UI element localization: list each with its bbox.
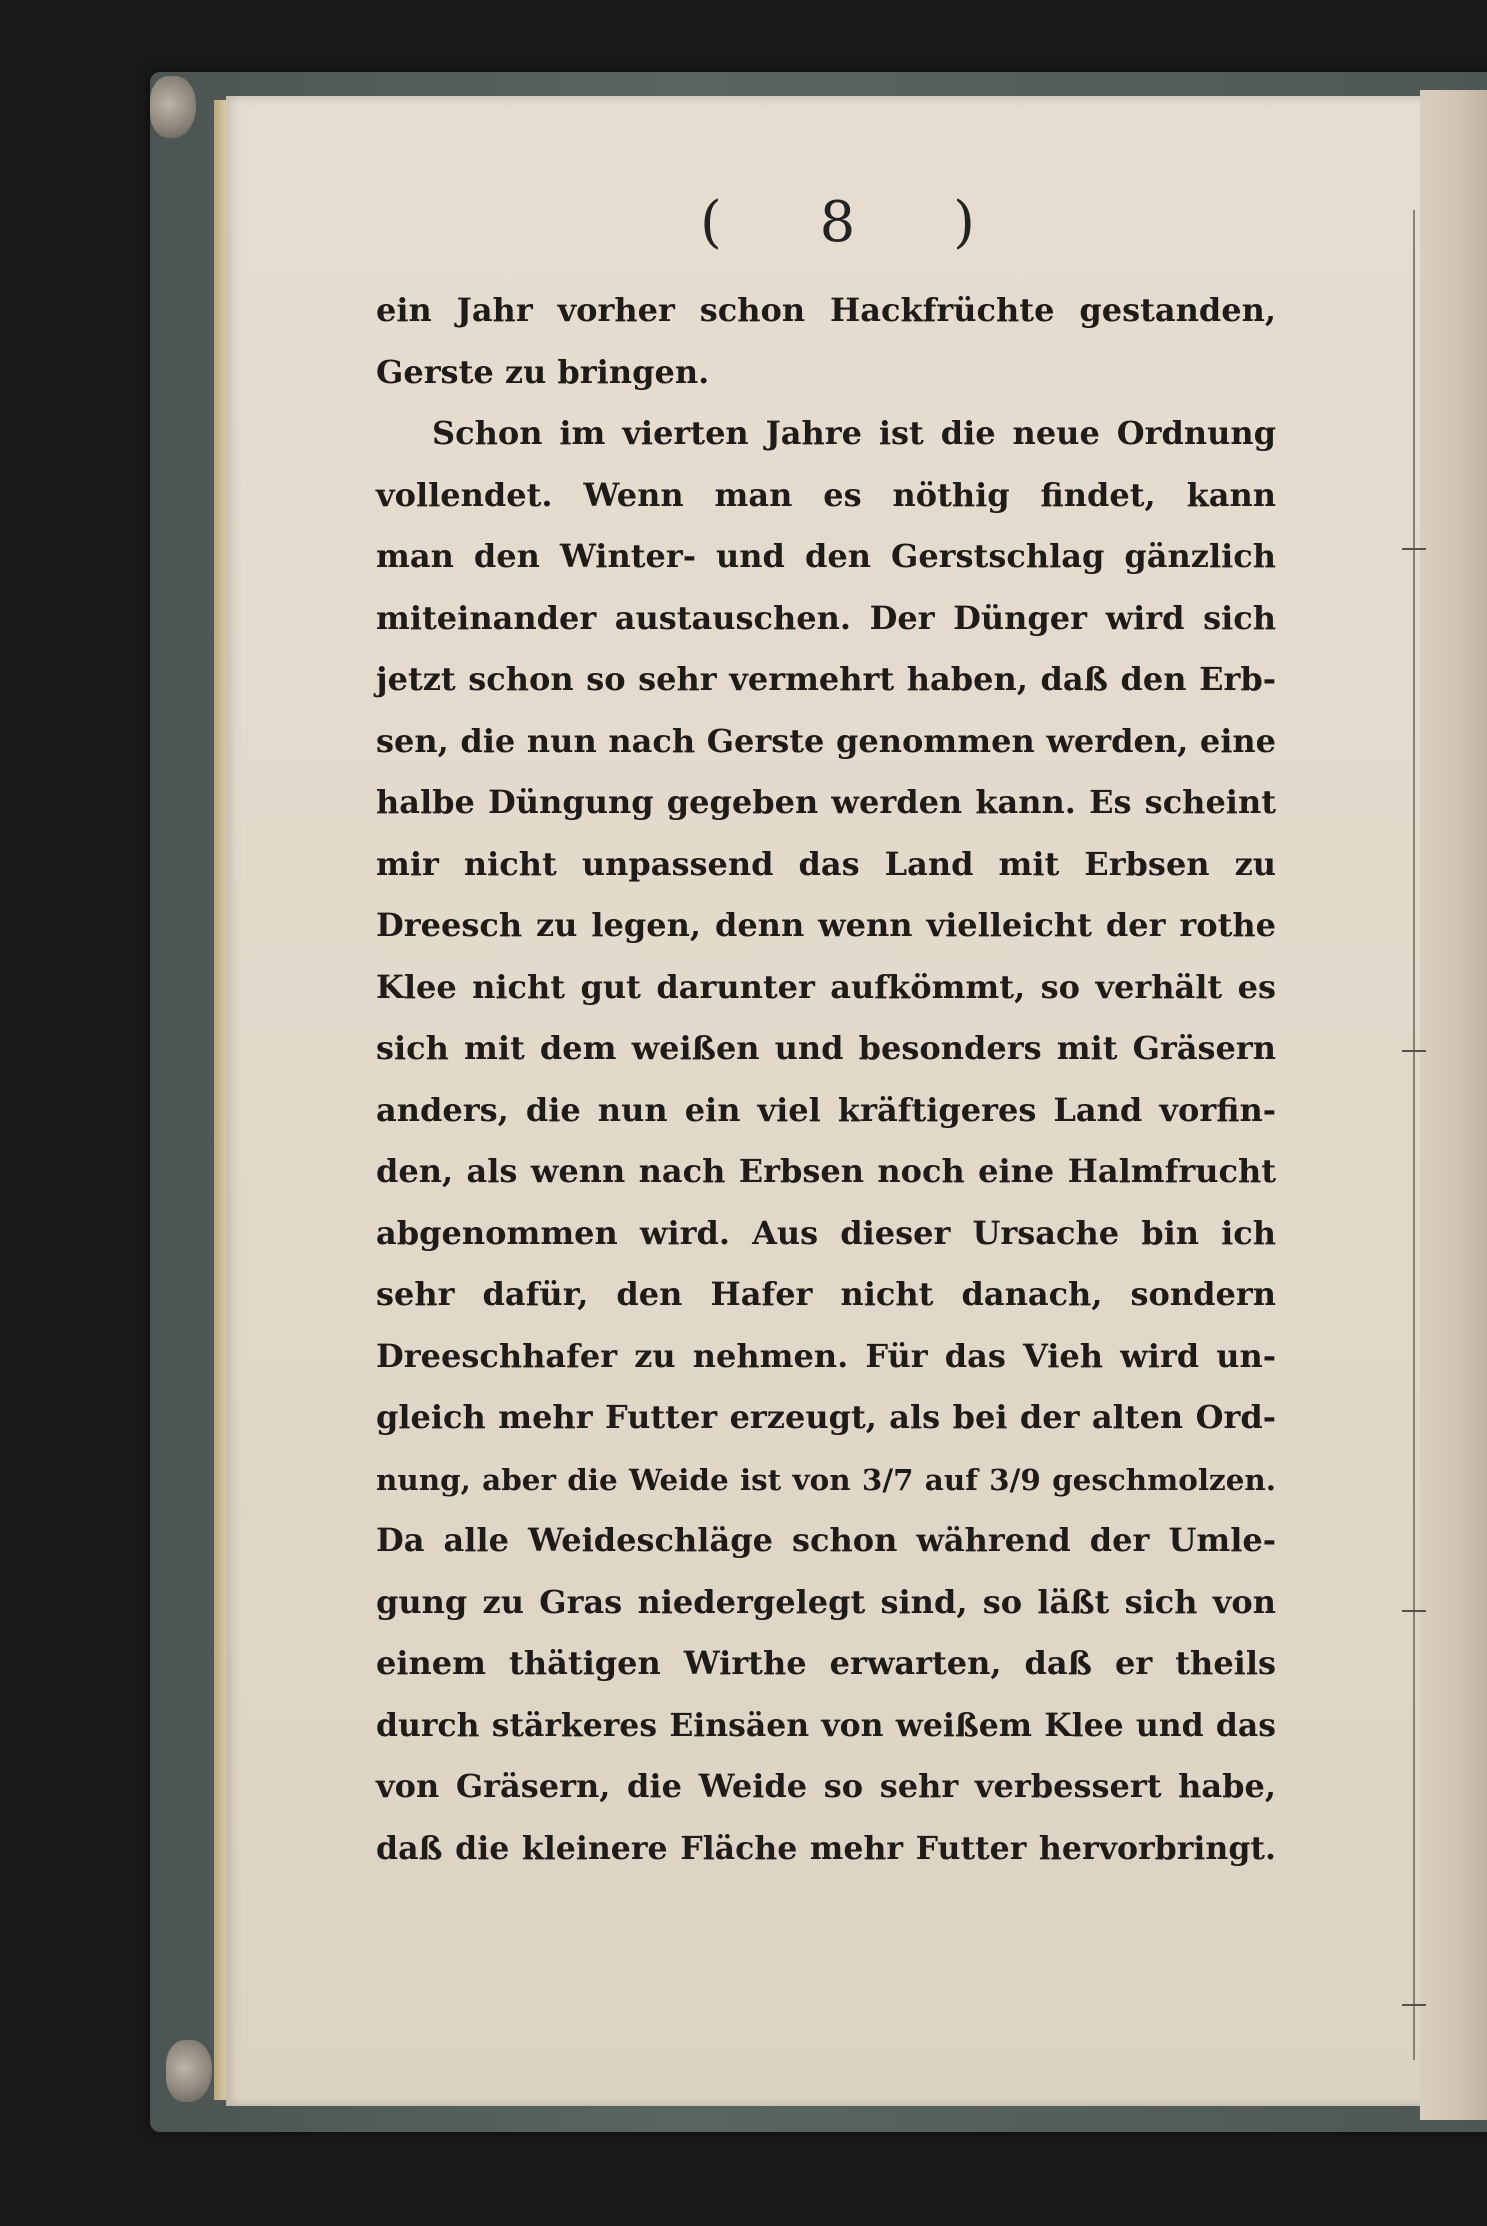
text-line: den, als wenn nach Erbsen noch eine Halmfrucht <box>376 1152 1276 1190</box>
margin-tick <box>1402 548 1426 550</box>
text-line: einem thätigen Wirthe erwarten, daß er theils <box>376 1644 1276 1682</box>
text-line: sen, die nun nach Gerste genommen werden, eine <box>376 721 1276 760</box>
text-line: Dreesch zu legen, denn wenn vielleicht der rothe <box>376 906 1276 944</box>
margin-tick <box>1402 2004 1426 2006</box>
margin-tick <box>1402 1050 1426 1052</box>
text-line: Klee nicht gut darunter aufkömmt, so verhält es <box>376 967 1276 1006</box>
text-line: man den Winter- und den Gerstschlag gänzlich <box>376 537 1276 575</box>
text-line: jetzt schon so sehr vermehrt haben, daß den Erb- <box>376 660 1276 698</box>
page-body-text <box>376 280 1276 1879</box>
text-line: Schon im vierten Jahre ist die neue Ordnung <box>432 414 1276 452</box>
cover-corner-bottom <box>166 2040 212 2102</box>
text-line: von Gräsern, die Weide so sehr verbessert habe, <box>376 1767 1276 1805</box>
text-line: durch stärkeres Einsäen von weißem Klee und das <box>376 1706 1276 1744</box>
margin-tick <box>1402 1610 1426 1612</box>
text-line: mir nicht unpassend das Land mit Erbsen zu <box>376 844 1276 883</box>
text-line: miteinander austauschen. Der Dünger wird sich <box>376 598 1276 637</box>
text-line: ein Jahr vorher schon Hackfrüchte gestanden, <box>376 291 1276 329</box>
text-line: daß die kleinere Fläche mehr Futter hervorbringt. <box>376 1829 1276 1867</box>
text-line: vollendet. Wenn man es nöthig findet, kann <box>376 475 1276 514</box>
text-line: halbe Düngung gegeben werden kann. Es scheint <box>376 783 1276 821</box>
text-line: Da alle Weideschläge schon während der Umle- <box>376 1521 1276 1559</box>
page-number-header: ( 8 ) <box>700 190 1015 255</box>
facing-page-edge <box>1420 90 1487 2120</box>
cover-corner-top <box>150 76 196 138</box>
text-line: sich mit dem weißen und besonders mit Gräsern <box>376 1029 1276 1067</box>
text-line: sehr dafür, den Hafer nicht danach, sondern <box>376 1275 1276 1313</box>
text-line: abgenommen wird. Aus dieser Ursache bin ich <box>376 1213 1276 1252</box>
text-line: nung, aber die Weide ist von 3/7 auf 3/9 geschmolzen. <box>376 1461 1276 1497</box>
text-line: Gerste zu bringen. <box>376 352 710 391</box>
margin-rule <box>1413 210 1415 2060</box>
text-line: gleich mehr Futter erzeugt, als bei der alten Ord- <box>376 1398 1276 1436</box>
page-gutter-edge <box>214 100 226 2100</box>
text-line: Dreeschhafer zu nehmen. Für das Vieh wird un- <box>376 1336 1276 1375</box>
text-line: gung zu Gras niedergelegt sind, so läßt sich von <box>376 1582 1276 1621</box>
text-line: anders, die nun ein viel kräftigeres Land vorfin- <box>376 1090 1276 1129</box>
